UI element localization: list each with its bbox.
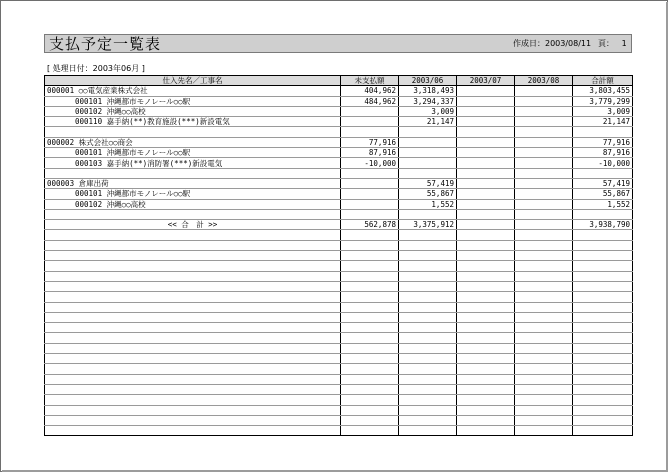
- month-2003-07-cell: [457, 106, 515, 116]
- empty-cell: [399, 312, 457, 322]
- unpaid-amount-cell: 484,962: [341, 96, 399, 106]
- table-row: [45, 271, 633, 281]
- code: 000102: [75, 199, 103, 209]
- empty-cell: [399, 426, 457, 436]
- month-2003-06-cell: 1,552: [399, 199, 457, 209]
- total-amount-cell: 3,009: [573, 106, 633, 116]
- total-amount-cell: 55,867: [573, 189, 633, 199]
- name: 沖縄都市モノレール○○駅: [106, 96, 191, 106]
- page-number: 頁： 1: [598, 39, 627, 48]
- total-amount-cell: -10,000: [573, 158, 633, 168]
- month-2003-08-cell: [515, 127, 573, 137]
- grand-total-row: [45, 220, 633, 230]
- empty-cell: [45, 405, 341, 415]
- empty-cell: [341, 333, 399, 343]
- empty-cell: [573, 271, 633, 281]
- month-2003-06-cell: 3,375,912: [399, 220, 457, 230]
- table-row: [45, 96, 633, 106]
- empty-cell: [45, 395, 341, 405]
- empty-cell: [341, 395, 399, 405]
- empty-cell: [341, 261, 399, 271]
- unpaid-amount-cell: [341, 199, 399, 209]
- empty-cell: [515, 405, 573, 415]
- month-2003-07-cell: [457, 117, 515, 127]
- total-amount-cell: [573, 127, 633, 137]
- month-2003-07-cell: [457, 199, 515, 209]
- month-2003-06-cell: [399, 127, 457, 137]
- empty-cell: [45, 302, 341, 312]
- total-amount-cell: 77,916: [573, 137, 633, 147]
- table-row: [45, 426, 633, 436]
- month-2003-08-cell: [515, 96, 573, 106]
- empty-cell: [515, 240, 573, 250]
- empty-cell: [515, 261, 573, 271]
- empty-cell: [515, 364, 573, 374]
- empty-cell: [573, 426, 633, 436]
- empty-cell: [515, 415, 573, 425]
- total-amount-cell: 1,552: [573, 199, 633, 209]
- empty-cell: [457, 312, 515, 322]
- table-row: [45, 354, 633, 364]
- empty-cell: [457, 405, 515, 415]
- code: 000102: [75, 107, 103, 117]
- table-row: [45, 415, 633, 425]
- empty-cell: [341, 405, 399, 415]
- table-row: [45, 178, 633, 188]
- month-2003-08-cell: [515, 220, 573, 230]
- unpaid-amount-cell: [341, 168, 399, 178]
- empty-cell: [515, 333, 573, 343]
- empty-cell: [457, 240, 515, 250]
- column-header: 未支払額: [341, 76, 399, 86]
- unpaid-amount-cell: [341, 106, 399, 116]
- unpaid-amount-cell: [341, 189, 399, 199]
- empty-cell: [399, 374, 457, 384]
- table-row: [45, 323, 633, 333]
- month-2003-08-cell: [515, 137, 573, 147]
- empty-cell: [457, 302, 515, 312]
- month-2003-08-cell: [515, 189, 573, 199]
- empty-cell: [573, 333, 633, 343]
- month-2003-06-cell: 3,009: [399, 106, 457, 116]
- month-2003-06-cell: [399, 158, 457, 168]
- unpaid-amount-cell: 404,962: [341, 86, 399, 96]
- empty-cell: [573, 323, 633, 333]
- month-2003-08-cell: [515, 209, 573, 219]
- unpaid-amount-cell: [341, 209, 399, 219]
- table-row: [45, 364, 633, 374]
- empty-cell: [573, 281, 633, 291]
- table-row: [45, 209, 633, 219]
- name: ○○電気産業株式会社: [78, 86, 148, 96]
- empty-cell: [457, 261, 515, 271]
- empty-cell: [45, 323, 341, 333]
- month-2003-06-cell: [399, 148, 457, 158]
- empty-cell: [399, 323, 457, 333]
- empty-cell: [341, 302, 399, 312]
- empty-cell: [341, 312, 399, 322]
- empty-cell: [457, 333, 515, 343]
- empty-cell: [573, 364, 633, 374]
- name: 嘉手納(**)消防署(***)新設電気: [106, 158, 223, 168]
- empty-cell: [45, 240, 341, 250]
- table-row: [45, 302, 633, 312]
- empty-cell: [515, 271, 573, 281]
- empty-cell: [45, 354, 341, 364]
- table-row: [45, 137, 633, 147]
- empty-cell: [457, 374, 515, 384]
- vendor-name-cell: [45, 127, 341, 137]
- empty-cell: [573, 292, 633, 302]
- name: 倉庫出荷: [78, 179, 109, 189]
- empty-cell: [573, 261, 633, 271]
- table-row: [45, 374, 633, 384]
- empty-cell: [341, 281, 399, 291]
- total-amount-cell: [573, 168, 633, 178]
- empty-cell: [457, 384, 515, 394]
- empty-cell: [399, 240, 457, 250]
- table-body: [45, 86, 633, 436]
- empty-cell: [399, 415, 457, 425]
- month-2003-07-cell: [457, 127, 515, 137]
- column-header: 合計額: [573, 76, 633, 86]
- empty-cell: [457, 415, 515, 425]
- code: 000110: [75, 117, 103, 127]
- table-row: [45, 343, 633, 353]
- empty-cell: [515, 302, 573, 312]
- empty-cell: [573, 343, 633, 353]
- empty-cell: [45, 312, 341, 322]
- empty-cell: [341, 343, 399, 353]
- empty-cell: [45, 333, 341, 343]
- empty-cell: [399, 364, 457, 374]
- total-amount-cell: 21,147: [573, 117, 633, 127]
- month-2003-07-cell: [457, 158, 515, 168]
- empty-cell: [457, 292, 515, 302]
- table-row: [45, 117, 633, 127]
- empty-cell: [399, 292, 457, 302]
- total-amount-cell: 3,938,790: [573, 220, 633, 230]
- month-2003-07-cell: [457, 96, 515, 106]
- month-2003-08-cell: [515, 117, 573, 127]
- vendor-name-cell: [45, 189, 341, 199]
- grand-total-label: << 合 計 >>: [45, 220, 341, 230]
- name: 沖縄都市モノレール○○駅: [106, 148, 191, 158]
- empty-cell: [573, 251, 633, 261]
- table-row: [45, 261, 633, 271]
- empty-cell: [45, 384, 341, 394]
- table-row: [45, 148, 633, 158]
- unpaid-amount-cell: 87,916: [341, 148, 399, 158]
- month-2003-07-cell: [457, 148, 515, 158]
- table-row: [45, 333, 633, 343]
- month-2003-07-cell: [457, 137, 515, 147]
- empty-cell: [457, 426, 515, 436]
- report-header: [44, 34, 632, 53]
- name: 沖縄○○高校: [106, 107, 146, 117]
- table-row: [45, 395, 633, 405]
- empty-cell: [515, 384, 573, 394]
- table-row: [45, 168, 633, 178]
- empty-cell: [573, 395, 633, 405]
- total-amount-cell: 87,916: [573, 148, 633, 158]
- table-row: [45, 158, 633, 168]
- month-2003-08-cell: [515, 178, 573, 188]
- empty-cell: [341, 426, 399, 436]
- month-2003-06-cell: 3,294,337: [399, 96, 457, 106]
- table-row: [45, 127, 633, 137]
- empty-cell: [515, 281, 573, 291]
- empty-cell: [457, 364, 515, 374]
- month-2003-06-cell: 3,318,493: [399, 86, 457, 96]
- empty-cell: [341, 292, 399, 302]
- empty-cell: [341, 374, 399, 384]
- vendor-name-cell: [45, 178, 341, 188]
- empty-cell: [399, 302, 457, 312]
- empty-cell: [457, 323, 515, 333]
- empty-cell: [457, 230, 515, 240]
- code: 000101: [75, 96, 103, 106]
- empty-cell: [341, 251, 399, 261]
- empty-cell: [399, 354, 457, 364]
- empty-cell: [399, 281, 457, 291]
- empty-cell: [573, 415, 633, 425]
- table-row: [45, 230, 633, 240]
- month-2003-07-cell: [457, 86, 515, 96]
- empty-cell: [45, 415, 341, 425]
- month-2003-06-cell: 57,419: [399, 178, 457, 188]
- name: 沖縄○○高校: [106, 199, 146, 209]
- table-row: [45, 240, 633, 250]
- empty-cell: [341, 271, 399, 281]
- month-2003-07-cell: [457, 220, 515, 230]
- empty-cell: [399, 384, 457, 394]
- report-title: 支払予定一覧表: [49, 35, 162, 53]
- vendor-name-cell: [45, 106, 341, 116]
- empty-cell: [573, 240, 633, 250]
- empty-cell: [399, 251, 457, 261]
- table-header-row: [45, 76, 633, 86]
- vendor-name-cell: [45, 86, 341, 96]
- table-row: [45, 199, 633, 209]
- unpaid-amount-cell: -10,000: [341, 158, 399, 168]
- empty-cell: [573, 384, 633, 394]
- empty-cell: [45, 230, 341, 240]
- vendor-name-cell: [45, 117, 341, 127]
- vendor-name-cell: [45, 137, 341, 147]
- month-2003-08-cell: [515, 86, 573, 96]
- vendor-name-cell: [45, 158, 341, 168]
- empty-cell: [341, 354, 399, 364]
- name: 沖縄都市モノレール○○駅: [106, 189, 191, 199]
- code: 000002: [47, 137, 75, 147]
- column-header: 2003/07: [457, 76, 515, 86]
- code: 000101: [75, 189, 103, 199]
- total-amount-cell: 3,779,299: [573, 96, 633, 106]
- empty-cell: [515, 374, 573, 384]
- month-2003-08-cell: [515, 158, 573, 168]
- code: 000103: [75, 158, 103, 168]
- empty-cell: [399, 271, 457, 281]
- empty-cell: [45, 261, 341, 271]
- unpaid-amount-cell: 77,916: [341, 137, 399, 147]
- empty-cell: [341, 240, 399, 250]
- empty-cell: [457, 271, 515, 281]
- empty-cell: [45, 251, 341, 261]
- table-row: [45, 189, 633, 199]
- month-2003-07-cell: [457, 189, 515, 199]
- empty-cell: [45, 364, 341, 374]
- empty-cell: [515, 426, 573, 436]
- payment-schedule-table: [44, 75, 633, 436]
- table-row: [45, 292, 633, 302]
- empty-cell: [399, 343, 457, 353]
- empty-cell: [45, 271, 341, 281]
- empty-cell: [515, 395, 573, 405]
- empty-cell: [399, 333, 457, 343]
- month-2003-08-cell: [515, 106, 573, 116]
- empty-cell: [45, 426, 341, 436]
- month-2003-06-cell: [399, 137, 457, 147]
- month-2003-06-cell: [399, 168, 457, 178]
- empty-cell: [515, 312, 573, 322]
- table-row: [45, 405, 633, 415]
- empty-cell: [457, 281, 515, 291]
- empty-cell: [573, 374, 633, 384]
- month-2003-06-cell: 55,867: [399, 189, 457, 199]
- empty-cell: [457, 343, 515, 353]
- empty-cell: [573, 405, 633, 415]
- empty-cell: [573, 302, 633, 312]
- empty-cell: [45, 374, 341, 384]
- empty-cell: [399, 261, 457, 271]
- total-amount-cell: 57,419: [573, 178, 633, 188]
- code: 000003: [47, 179, 75, 189]
- process-date: [ 処理日付：2003年06月 ]: [47, 64, 145, 73]
- name: 株式会社○○商会: [78, 137, 133, 147]
- total-amount-cell: [573, 209, 633, 219]
- month-2003-06-cell: 21,147: [399, 117, 457, 127]
- empty-cell: [341, 230, 399, 240]
- empty-cell: [45, 292, 341, 302]
- total-amount-cell: 3,803,455: [573, 86, 633, 96]
- month-2003-07-cell: [457, 168, 515, 178]
- vendor-name-cell: [45, 168, 341, 178]
- empty-cell: [341, 323, 399, 333]
- empty-cell: [515, 354, 573, 364]
- column-header: 仕入先名／工事名: [45, 76, 341, 86]
- vendor-name-cell: [45, 209, 341, 219]
- vendor-name-cell: [45, 199, 341, 209]
- empty-cell: [341, 364, 399, 374]
- table-row: [45, 281, 633, 291]
- empty-cell: [399, 395, 457, 405]
- empty-cell: [515, 323, 573, 333]
- empty-cell: [45, 343, 341, 353]
- empty-cell: [399, 405, 457, 415]
- column-header: 2003/08: [515, 76, 573, 86]
- unpaid-amount-cell: [341, 117, 399, 127]
- table-row: [45, 251, 633, 261]
- empty-cell: [45, 281, 341, 291]
- empty-cell: [457, 395, 515, 405]
- table-row: [45, 106, 633, 116]
- table-row: [45, 384, 633, 394]
- empty-cell: [515, 230, 573, 240]
- vendor-name-cell: [45, 148, 341, 158]
- unpaid-amount-cell: [341, 178, 399, 188]
- empty-cell: [457, 251, 515, 261]
- unpaid-amount-cell: 562,878: [341, 220, 399, 230]
- month-2003-08-cell: [515, 199, 573, 209]
- empty-cell: [341, 384, 399, 394]
- empty-cell: [515, 292, 573, 302]
- empty-cell: [573, 312, 633, 322]
- table-row: [45, 86, 633, 96]
- table-row: [45, 312, 633, 322]
- code: 000001: [47, 86, 75, 96]
- month-2003-08-cell: [515, 168, 573, 178]
- empty-cell: [457, 354, 515, 364]
- empty-cell: [399, 230, 457, 240]
- empty-cell: [515, 343, 573, 353]
- empty-cell: [515, 251, 573, 261]
- month-2003-08-cell: [515, 148, 573, 158]
- column-header: 2003/06: [399, 76, 457, 86]
- name: 嘉手納(**)教育施設(***)新設電気: [106, 117, 230, 127]
- month-2003-07-cell: [457, 209, 515, 219]
- created-date: 作成日：2003/08/11: [513, 39, 592, 48]
- empty-cell: [341, 415, 399, 425]
- empty-cell: [573, 230, 633, 240]
- empty-cell: [573, 354, 633, 364]
- unpaid-amount-cell: [341, 127, 399, 137]
- code: 000101: [75, 148, 103, 158]
- vendor-name-cell: [45, 96, 341, 106]
- month-2003-07-cell: [457, 178, 515, 188]
- month-2003-06-cell: [399, 209, 457, 219]
